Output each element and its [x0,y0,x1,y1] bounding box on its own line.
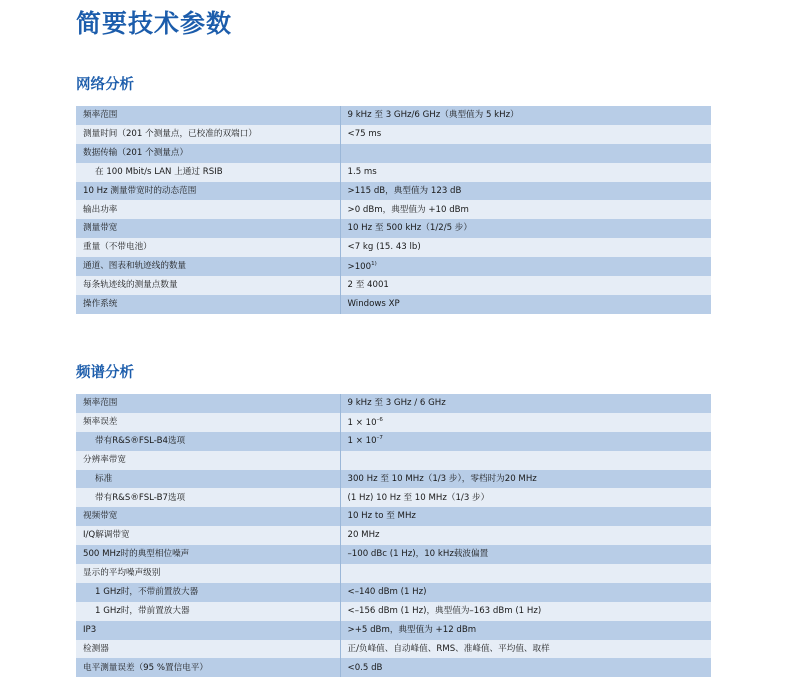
spec-row [76,182,711,201]
spec-value [340,182,711,201]
spec-value [340,413,711,432]
spec-value-text: (1 Hz) 10 Hz 至 10 MHz（1/3 步） [347,492,490,503]
spec-value [340,488,711,507]
spec-value [340,640,711,659]
spec-value-text: –100 dBc (1 Hz)，10 kHz载波偏置 [347,549,489,560]
spec-value [340,621,711,640]
spec-label: 测量带宽 [76,219,340,238]
spec-label: 频率范围 [76,106,340,125]
spec-value-superscript: 1) [371,260,377,267]
spec-row [76,621,711,640]
spec-value-text: <0.5 dB [347,662,383,673]
spec-row [76,394,711,413]
spec-row [76,257,711,276]
spec-value [340,144,711,163]
spec-row [76,432,711,451]
spec-value [340,432,711,451]
spec-value [340,470,711,489]
spec-row [76,238,711,257]
spec-value-text: >100 [347,261,372,272]
spec-value-text: 10 Hz 至 500 kHz（1/2/5 步） [347,223,472,234]
spec-value-text: 1 × 10 [347,417,377,428]
spec-value [340,238,711,257]
spec-value-text: 9 kHz 至 3 GHz / 6 GHz [347,398,446,409]
spec-label: 在 100 Mbit/s LAN 上通过 RSIB [76,163,340,182]
spec-value [340,276,711,295]
spec-value [340,507,711,526]
spec-value [340,545,711,564]
spec-label: 数据传输（201 个测量点） [76,144,340,163]
spec-value-text: 20 MHz [347,530,380,541]
spec-value [340,163,711,182]
spec-row [76,144,711,163]
spec-row [76,219,711,238]
spec-value [340,394,711,413]
spec-row [76,564,711,583]
network-analysis-table [76,106,711,314]
spec-label: 1 GHz时，不带前置放大器 [76,583,340,602]
spec-row [76,488,711,507]
spec-value-text: 10 Hz to 至 MHz [347,511,416,522]
spec-value-text: 正/负峰值、自动峰值、RMS、准峰值、平均值、取样 [347,643,550,654]
spec-value [340,526,711,545]
section-title-spectrum-analysis: 频谱分析 [76,364,134,381]
spec-value [340,583,711,602]
spec-row [76,658,711,677]
spec-value [340,295,711,314]
spec-label: 视频带宽 [76,507,340,526]
spec-value-text: <7 kg (15. 43 lb) [347,242,421,253]
spec-label: 输出功率 [76,200,340,219]
spec-label: 通道、图表和轨迹线的数量 [76,257,340,276]
spec-label: 频率误差 [76,413,340,432]
spec-row [76,545,711,564]
spec-value [340,106,711,125]
spec-label: 带有R&S®FSL-B4选项 [76,432,340,451]
spec-value-text: >115 dB，典型值为 123 dB [347,185,462,196]
spec-value [340,564,711,583]
spec-label: 显示的平均噪声级别 [76,564,340,583]
spec-label: I/Q解调带宽 [76,526,340,545]
spec-value [340,257,711,276]
spec-value-text: 2 至 4001 [347,280,389,291]
spectrum-analysis-table [76,394,711,677]
spec-value-superscript: –6 [376,416,383,423]
spec-label: 分辨率带宽 [76,451,340,470]
spec-value-text: 1.5 ms [347,166,377,177]
spec-row [76,602,711,621]
spec-row [76,295,711,314]
spec-value-text: 300 Hz 至 10 MHz（1/3 步），零档时为20 MHz [347,473,537,484]
spec-label: 测量时间（201 个测量点，已校准的双端口） [76,125,340,144]
spec-value-text: 1 × 10 [347,436,377,447]
spec-value-text: <–156 dBm (1 Hz)，典型值为–163 dBm (1 Hz) [347,605,542,616]
spec-row [76,640,711,659]
spec-value [340,451,711,470]
spec-row [76,125,711,144]
spec-value-superscript: –7 [376,435,383,442]
spec-label: 每条轨迹线的测量点数量 [76,276,340,295]
page-title: 简要技术参数 [76,9,233,38]
spec-value-text: Windows XP [347,299,400,310]
spec-row [76,200,711,219]
spec-row [76,583,711,602]
spec-label: 电平测量误差（95 %置信电平） [76,658,340,677]
spec-value [340,125,711,144]
spec-label: 10 Hz 测量带宽时的动态范围 [76,182,340,201]
spec-row [76,276,711,295]
spec-value-text: >0 dBm，典型值为 +10 dBm [347,204,469,215]
spec-value-text: <–140 dBm (1 Hz) [347,587,427,598]
spec-row [76,507,711,526]
spec-value-text: 9 kHz 至 3 GHz/6 GHz（典型值为 5 kHz） [347,110,519,121]
spec-value [340,602,711,621]
spec-row [76,106,711,125]
spec-value-text: <75 ms [347,129,382,140]
section-title-network-analysis: 网络分析 [76,76,134,93]
spec-label: 重量（不带电池） [76,238,340,257]
spec-row [76,413,711,432]
spec-value-text: >+5 dBm，典型值为 +12 dBm [347,624,477,635]
spec-label: 500 MHz时的典型相位噪声 [76,545,340,564]
spec-label: IP3 [76,621,340,640]
spec-label: 频率范围 [76,394,340,413]
spec-label: 标准 [76,470,340,489]
spec-row [76,451,711,470]
spec-label: 带有R&S®FSL-B7选项 [76,488,340,507]
spec-value [340,200,711,219]
spec-value [340,219,711,238]
spec-row [76,470,711,489]
spec-value [340,658,711,677]
spec-row [76,163,711,182]
spec-row [76,526,711,545]
spec-label: 检测器 [76,640,340,659]
spec-label: 1 GHz时，带前置放大器 [76,602,340,621]
spec-label: 操作系统 [76,295,340,314]
